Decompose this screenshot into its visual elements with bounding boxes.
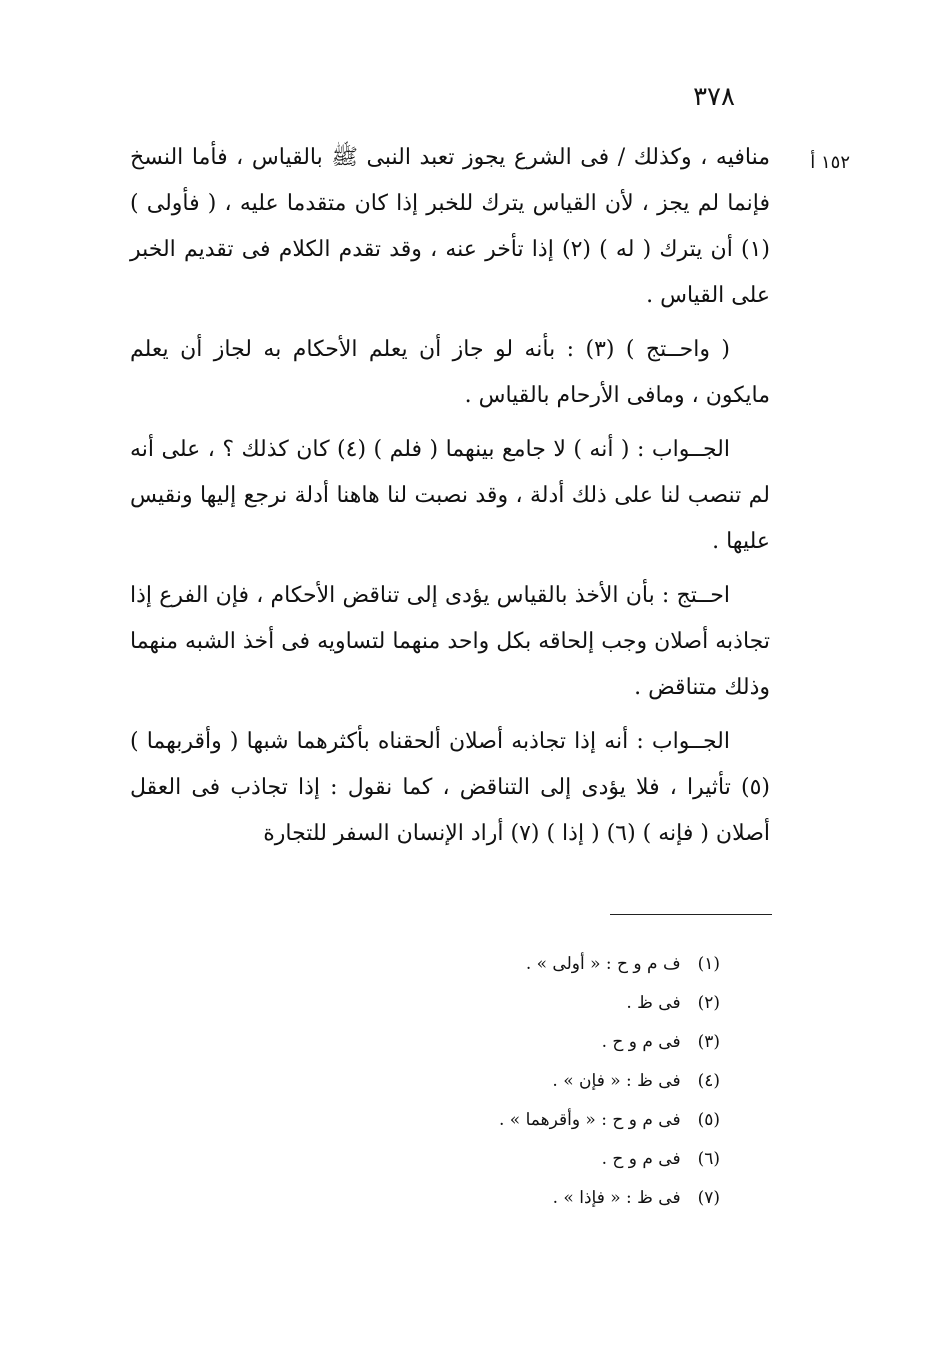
paragraph: الجــواب : أنه إذا تجاذبه أصلان ألحقناه بأكثرهما شبها ( وأقربهما ) (٥) تأثيرا ، فلا يؤدى إلى التناقض ، كما نقول : إذا تجاذب فى العقل أصلان ( فإنه ) (٦) ( إذا ) (٧) أراد الإنسان السفر للتجارة [130,729,770,846]
footnote-mark: (٦) [697,1149,720,1169]
main-text [130,135,770,865]
footnote-text: فى ظ . [626,993,681,1013]
paragraph: احــتج : بأن الأخذ بالقياس يؤدى إلى تناقض الأحكام ، فإن الفرع إذا تجاذبه أصلان وجب إلحاقه بكل واحد منهما لتساويه فى أخذ الشبه منهما وذلك متناقض . [130,583,770,700]
footnote-mark: (١) [697,954,720,974]
footnote-item [300,945,720,984]
footnote-item [300,1140,720,1179]
footnote-item [300,1023,720,1062]
footnote-text: فى ظ : « فإن » . [552,1071,681,1091]
footnote-mark: (٤) [697,1071,720,1091]
page-number: ٣٧٨ [693,82,735,112]
paragraph: الجــواب : ( أنه ) لا جامع بينهما ( فلم ) (٤) كان كذلك ؟ ، على أنه لم تنصب لنا على ذلك أدلة ، وقد نصبت لنا هاهنا أدلة نرجع إليها ونقيس عليها . [130,437,770,554]
footnote-item [300,1101,720,1140]
paragraph: ( واحــتج ) (٣) : بأنه لو جاز أن يعلم الأحكام به لجاز أن يعلم مايكون ، ومافى الأرحام بالقياس . [130,337,770,408]
footnote-text: فى م و ح . [601,1032,681,1052]
footnote-text: ف م و ح : « أولى » . [525,954,681,974]
footnote-mark: (٥) [697,1110,720,1130]
footnote-mark: (٣) [697,1032,720,1052]
footnotes [300,945,720,1218]
footnote-mark: (٧) [697,1188,720,1208]
paragraph: منافيه ، وكذلك / فى الشرع يجوز تعبد النبى ﷺ بالقياس ، فأما النسخ فإنما لم يجز ، لأن القياس يترك للخبر إذا كان متقدما عليه ، ( فأولى ) (١) أن يترك ( له ) (٢) إذا تأخر عنه ، وقد تقدم الكلام فى تقديم الخبر على القياس . [130,145,771,308]
footnote-text: فى ظ : « فإذا » . [552,1188,681,1208]
footnote-mark: (٢) [697,993,720,1013]
manuscript-folio-note: ١٥٢ أ [810,152,850,173]
footnote-item [300,984,720,1023]
footnote-item [300,1062,720,1101]
footnote-text: فى م و ح . [601,1149,681,1169]
footnote-separator [610,914,772,915]
footnote-item [300,1179,720,1218]
footnote-text: فى م و ح : « وأقرهما » . [499,1110,681,1130]
